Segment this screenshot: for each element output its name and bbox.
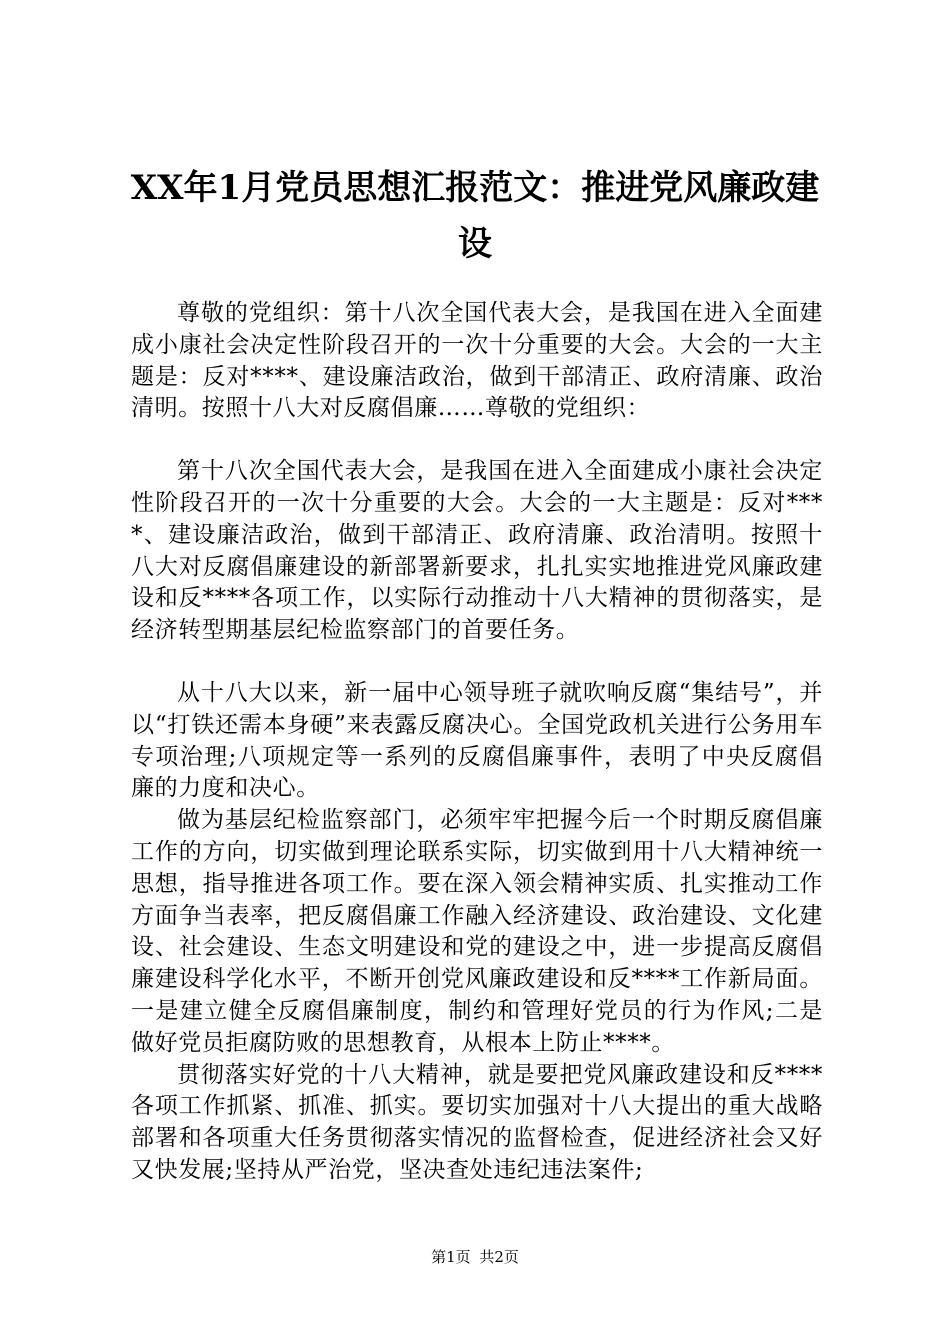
page-number: 第1页 (431, 1248, 471, 1266)
paragraph-2: 第十八次全国代表大会，是我国在进入全面建成小康社会决定性阶段召开的一次十分重要的大会。大会的一大主题是：反对****、建设廉洁政治，做到干部清正、政府清廉、政治清明。按照十八大对反腐倡廉建设的新部署新要求，扎扎实实地推进党风廉政建设和反****各项工作，以实际行动推动十八大精神的贯彻落实，是经济转型期基层纪检监察部门的首要任务。 (131, 458, 823, 644)
paragraph-gap (131, 647, 823, 678)
page-footer (0, 1246, 950, 1267)
document-title: XX年1月党员思想汇报范文：推进党风廉政建设 (130, 168, 820, 264)
page-total: 共2页 (479, 1248, 519, 1266)
paragraph-1: 尊敬的党组织：第十八次全国代表大会，是我国在进入全面建成小康社会决定性阶段召开的一次十分重要的大会。大会的一大主题是：反对****、建设廉洁政治，做到干部清正、政府清廉、政治清明。按照十八大对反腐倡廉……尊敬的党组织： (131, 300, 823, 422)
document-body (131, 298, 823, 1187)
paragraph-gap (131, 425, 823, 456)
paragraph-3: 从十八大以来，新一届中心领导班子就吹响反腐“集结号”，并以“打铁还需本身硬”来表露反腐决心。全国党政机关进行公务用车专项治理;八项规定等一系列的反腐倡廉事件，表明了中央反腐倡廉的力度和决心。 (131, 679, 823, 802)
paragraph-4: 做为基层纪检监察部门，必须牢牢把握今后一个时期反腐倡廉工作的方向，切实做到理论联系实际，切实做到用十八大精神统一思想，指导推进各项工作。要在深入领会精神实质、扎实推动工作方面争当表率，把反腐倡廉工作融入经济建设、政治建设、文化建设、社会建设、生态文明建设和党的建设之中，进一步提高反腐倡廉建设科学化水平，不断开创党风廉政建设和反****工作新局面。一是建立健全反腐倡廉制度，制约和管理好党员的行为作风;二是做好党员拒腐防败的思想教育，从根本上防止****。 (131, 807, 823, 1056)
paragraph-5: 贯彻落实好党的十八大精神，就是要把党风廉政建设和反****各项工作抓紧、抓准、抓实。要切实加强对十八大提出的重大战略部署和各项重大任务贯彻落实情况的监督检查，促进经济社会又好又快发展;坚持从严治党，坚决查处违纪违法案件; (131, 1061, 823, 1183)
